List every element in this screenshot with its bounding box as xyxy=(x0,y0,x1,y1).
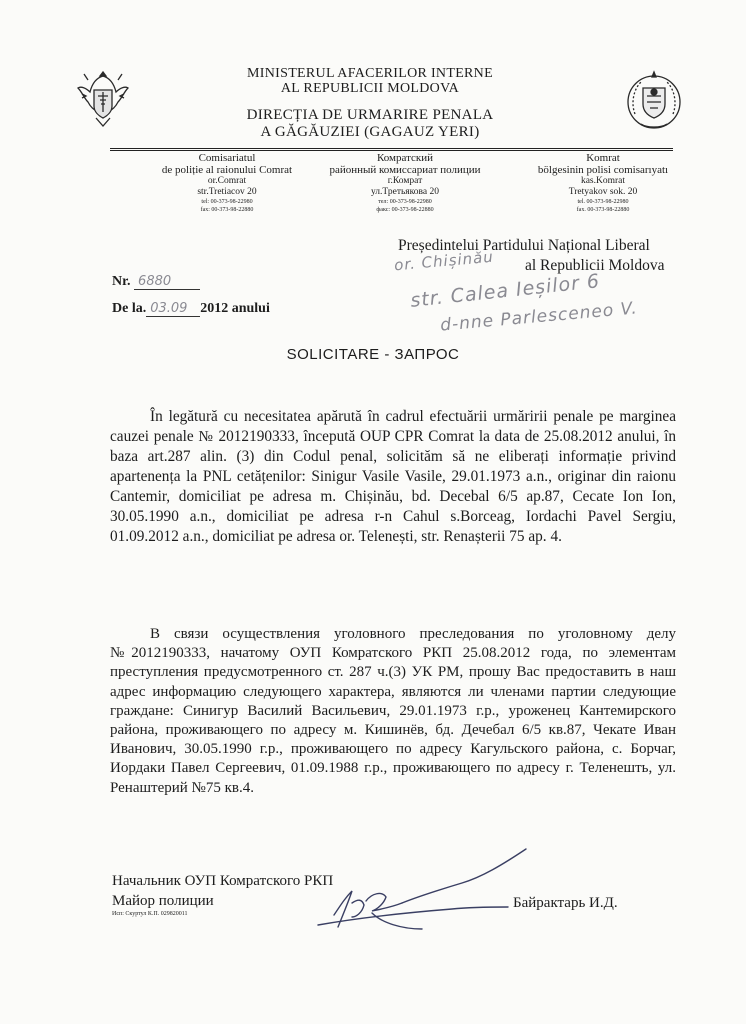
signatory-name: Байрактарь И.Д. xyxy=(513,895,618,911)
column-city: or.Comrat xyxy=(207,176,247,186)
header-divider xyxy=(110,150,673,151)
contact-column-romanian xyxy=(132,152,322,214)
contact-column-gagauz xyxy=(518,152,688,214)
column-name: de poliție al raionului Comrat xyxy=(161,164,293,176)
gagauzia-coat-of-arms-icon xyxy=(623,68,685,134)
directorate-region: A GĂGĂUZIEI (GAGAUZ YERI) xyxy=(260,124,480,140)
ministry-name: MINISTERUL AFACERILOR INTERNE xyxy=(247,66,493,81)
nr-value: 6880 xyxy=(134,274,200,290)
handwritten-person: d-nne Parlesceneo V. xyxy=(439,298,639,336)
column-name: районный комиссариат полиции xyxy=(329,164,481,176)
column-street: ул.Третьякова 20 xyxy=(370,187,440,197)
directorate-name: DIRECȚIA DE URMARIRE PENALA xyxy=(246,107,494,123)
column-tel: tel. 00-373-98-22980 xyxy=(577,199,629,205)
addressee-line: Președintelui Partidului Național Liberal xyxy=(398,237,650,254)
column-fax: fax: 00-373-98-22880 xyxy=(200,207,254,213)
nr-label: Nr. xyxy=(112,274,131,289)
column-name: Comisariatul xyxy=(198,152,256,164)
date-suffix: 2012 anului xyxy=(200,301,270,316)
signatory-rank: Майор полиции xyxy=(112,893,214,909)
column-tel: tel: 00-373-98-22980 xyxy=(201,199,253,205)
column-name: Комратский xyxy=(376,152,434,164)
column-city: kas.Komrat xyxy=(580,176,626,186)
ministry-country: AL REPUBLICII MOLDOVA xyxy=(280,81,460,96)
column-name: Komrat xyxy=(586,152,620,164)
handwritten-signature xyxy=(312,843,552,943)
addressee-line: al Republicii Moldova xyxy=(525,257,665,274)
column-street: Tretyakov sok. 20 xyxy=(568,187,638,197)
paragraph-russian: В связи осуществления уголовного преследования по уголовному делу №2012190333, начатому ОУП Комратского РКП 25.08.2012 года, по элементам преступления предусмотренного ст. 287 ч.(3) УК РМ, прошу Вас предоставить в наш адрес информацию следующего характера, являются ли членами партии следующие граждане: Синигур Василий Васильевич, 29.01.1973 г.р., уроженец Кантемирского района, проживающего по адресу м. Кишинёв, бд. Дечебал 6/5 кв.87, Чекате Иван Иванович, 30.05.1990 г.р., проживающего по адресу Кагульского района, с. Борчаг, Иордаки Павел Сергеевич, 01.09.1988 г.р., проживающего по адресу г. Теленешть, ул. Ренаштерий №75 кв.4. xyxy=(110,626,676,796)
contact-column-russian xyxy=(305,152,505,214)
column-fax: fax. 00-373-98-22880 xyxy=(576,207,630,213)
document-date xyxy=(112,301,270,317)
column-tel: тел: 00-373-98-22980 xyxy=(378,199,432,205)
date-label: De la. xyxy=(112,301,147,316)
column-fax: факс: 00-373-98-22880 xyxy=(376,207,434,213)
column-name: bölgesinin polisi comisarıyatı xyxy=(537,164,669,176)
handwritten-street: str. Calea Ieșilor 6 xyxy=(409,270,602,312)
paragraph-romanian: În legătură cu necesitatea apărută în cadrul efectuării urmăririi penale pe marginea cauzei penale № 2012190333, începută OUP CPR Comrat la data de 25.08.2012 anului, în baza art.287 alin. (3) din Codul penal, solicităm să ne eliberați informație privind apartenența la PNL cetățenilor: Sinigur Vasile Vasile, 29.01.1973 a.n., originar din raionu Cantemir, domiciliat pe adresa m. Chișinău, bd. Decebal 6/5 ap.87, Cecate Ion Ion, 30.05.1990 a.n., domiciliat pe adresa r-n Cahul s.Borceag, Iordachi Pavel Sergiu, 01.09.2012 a.n., domiciliat pe adresa or. Telenești, str. Renașterii 75 ap. 4. xyxy=(110,408,676,545)
signatory-position: Начальник ОУП Комратского РКП xyxy=(112,873,334,889)
header-divider xyxy=(110,148,673,149)
document-title: SOLICITARE - ЗАПРОС xyxy=(286,346,460,363)
handwritten-city: or. Chișinău xyxy=(393,247,495,275)
column-city: г.Комрат xyxy=(387,176,423,186)
executor-note: Исп: Скуртул К.П. 029820011 xyxy=(112,911,188,917)
column-street: str.Tretiacov 20 xyxy=(197,187,257,197)
moldova-coat-of-arms-icon xyxy=(76,66,130,130)
reference-number xyxy=(112,274,200,290)
date-value: 03.09 xyxy=(146,301,200,317)
